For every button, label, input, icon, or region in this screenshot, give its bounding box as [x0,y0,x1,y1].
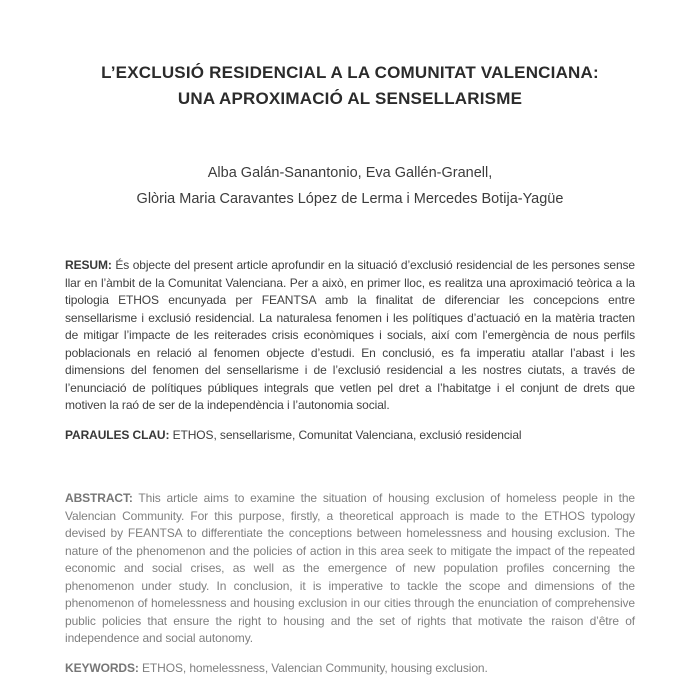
keywords-text: ETHOS, homelessness, Valencian Community, housing exclusion. [142,661,488,675]
article-authors [65,160,635,212]
abstract-label: ABSTRACT: [65,491,133,505]
keywords-label: KEYWORDS: [65,661,139,675]
article-title [65,0,635,112]
paraules-clau-line [65,427,635,445]
resum-section [65,257,635,444]
abstract-paragraph [65,490,635,648]
paraules-clau-text: ETHOS, sensellarisme, Comunitat Valenciana, exclusió residencial [173,428,522,442]
resum-label: RESUM: [65,258,112,272]
article-header [65,0,635,212]
paraules-clau-label: PARAULES CLAU: [65,428,169,442]
resum-paragraph [65,257,635,415]
abstract-text: This article aims to examine the situation of housing exclusion of homeless people in the Valencian Community. For this purpose, firstly, a theoretical approach is made to the ETHOS typology devised by FEANTSA to differentiate the conceptions between homelessness and housing exclusion. The nature of the phenomenon and the policies of action in this area seek to mitigate the impact of the repeated economic and social crises, as well as the emergence of new population profiles concerning the phenomenon under study. In conclusion, it is imperative to tackle the scope and dimensions of the phenomenon of homelessness and housing exclusion in our cities through the enunciation of comprehensive public policies that ensure the right to housing and the set of rights that motivate the raison d’être of independence and social autonomy. [65,491,635,645]
article-title-line-1: L’EXCLUSIÓ RESIDENCIAL A LA COMUNITAT VALENCIANA: [65,60,635,86]
abstract-section [65,490,635,677]
authors-line-1: Alba Galán-Sanantonio, Eva Gallén-Granell, [65,160,635,186]
keywords-line [65,660,635,677]
article-content-column [65,0,635,677]
resum-text: És objecte del present article aprofundir en la situació d’exclusió residencial de les persones sense llar en l’àmbit de la Comunitat Valenciana. Per a això, en primer lloc, es realitza una aproximació teòrica a la tipologia ETHOS encunyada per FEANTSA amb la finalitat de diferenciar les concepcions entre sensellarisme i exclusió residencial. La naturalesa fenomen i les polítiques d’actuació en la matèria tracten de mitigar l’impacte de les reiterades crisis econòmiques i socials, així com l’emergència de nous perfils poblacionals en relació al fenomen objecte d’estudi. En conclusió, es fa imperatiu atallar l’abast i les dimensions del fenomen del sensellarisme i de l’exclusió residencial a les nostres ciutats, a través de l’enunciació de polítiques públiques integrals que vetlen pel dret a l’habitatge i el conjunt de drets que motiven la raó de ser de la independència i l’autonomia social. [65,258,635,412]
article-title-line-2: UNA APROXIMACIÓ AL SENSELLARISME [65,86,635,112]
authors-line-2: Glòria Maria Caravantes López de Lerma i Mercedes Botija-Yagüe [65,186,635,212]
